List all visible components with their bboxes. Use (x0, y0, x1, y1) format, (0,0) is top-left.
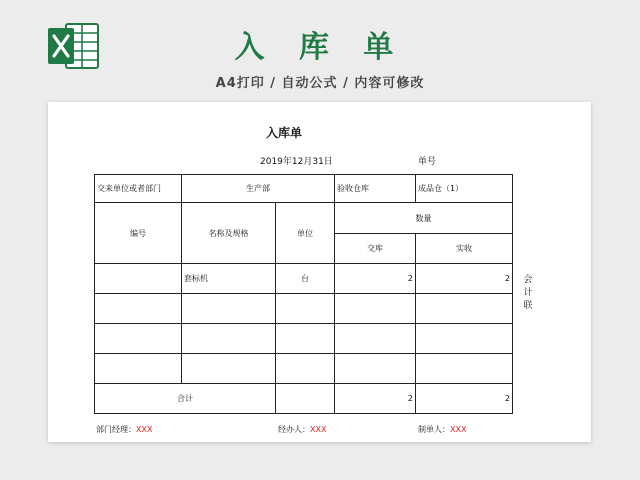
row-unit-cell[interactable] (276, 354, 335, 384)
handler-value[interactable]: XXX (310, 425, 327, 434)
maker-value[interactable]: XXX (450, 425, 467, 434)
receipt-table (94, 174, 513, 414)
unit-label-cell: 交来单位或者部门 (95, 175, 182, 203)
dept-manager-signature (96, 424, 152, 435)
table-row (95, 264, 513, 294)
accounting-copy-note (522, 274, 534, 313)
total-received-cell: 2 (416, 384, 513, 414)
handler-label: 经办人： (278, 425, 310, 434)
column-header-quantity: 数量 (335, 203, 513, 234)
warehouse-label-cell: 验收仓库 (335, 175, 416, 203)
side-note-char: 计 (523, 288, 533, 298)
document-title: 入库单 (266, 126, 303, 140)
page-subtitle: A4打印 / 自动公式 / 内容可修改 (215, 76, 425, 91)
column-header-received: 实收 (416, 234, 513, 264)
row-delivered-cell[interactable] (335, 354, 416, 384)
row-unit-cell[interactable]: 台 (276, 264, 335, 294)
row-name-cell[interactable] (182, 354, 276, 384)
total-delivered-cell: 2 (335, 384, 416, 414)
total-row (95, 384, 513, 414)
row-name-cell[interactable]: 套标机 (182, 264, 276, 294)
document-sheet (48, 102, 591, 442)
dept-manager-label: 部门经理： (96, 425, 136, 434)
unit-value-cell[interactable]: 生产部 (182, 175, 335, 203)
table-row (95, 294, 513, 324)
row-received-cell[interactable] (416, 354, 513, 384)
total-unit-cell (276, 384, 335, 414)
handler-signature (278, 424, 326, 435)
warehouse-value-cell[interactable]: 成品仓（1） (416, 175, 513, 203)
column-header-delivered: 交库 (335, 234, 416, 264)
dept-manager-value[interactable]: XXX (136, 425, 153, 434)
row-name-cell[interactable] (182, 324, 276, 354)
row-name-cell[interactable] (182, 294, 276, 324)
side-note-char: 会 (523, 275, 533, 285)
row-delivered-cell[interactable] (335, 294, 416, 324)
row-delivered-cell[interactable] (335, 324, 416, 354)
side-note-char: 联 (523, 301, 533, 311)
row-received-cell[interactable] (416, 294, 513, 324)
total-label-cell: 合计 (95, 384, 276, 414)
row-id-cell[interactable] (95, 354, 182, 384)
row-id-cell[interactable] (95, 324, 182, 354)
column-header-unit: 单位 (276, 203, 335, 264)
row-received-cell[interactable] (416, 324, 513, 354)
table-row (95, 324, 513, 354)
row-id-cell[interactable] (95, 294, 182, 324)
row-unit-cell[interactable] (276, 324, 335, 354)
maker-label: 制单人： (418, 425, 450, 434)
info-row (95, 175, 513, 203)
column-header-name: 名称及规格 (182, 203, 276, 264)
maker-signature (418, 424, 466, 435)
document-number-label: 单号 (418, 157, 437, 167)
header-row-1 (95, 203, 513, 234)
document-date: 2019年12月31日 (260, 157, 333, 167)
row-delivered-cell[interactable]: 2 (335, 264, 416, 294)
header (0, 0, 640, 100)
column-header-id: 编号 (95, 203, 182, 264)
row-unit-cell[interactable] (276, 294, 335, 324)
page-title: 入 库 单 (234, 30, 406, 65)
table-row (95, 354, 513, 384)
row-received-cell[interactable]: 2 (416, 264, 513, 294)
row-id-cell[interactable] (95, 264, 182, 294)
